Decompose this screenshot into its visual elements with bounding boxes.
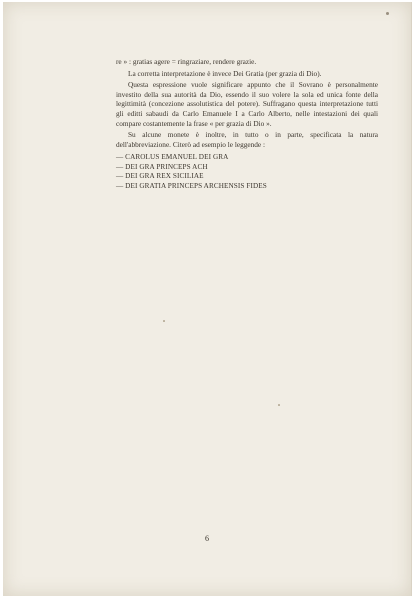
legend-item: — CAROLUS EMANUEL DEI GRA bbox=[116, 153, 229, 162]
legend-item: — DEI GRATIA PRINCEPS ARCHENSIS FIDES bbox=[116, 181, 267, 190]
paragraph-coins: Su alcune monete è inoltre, in tutto o in parte, specificata la natura dell'abbreviazione. Citerò ad esempio le leggende : bbox=[116, 130, 378, 149]
body-text bbox=[116, 57, 378, 191]
legend-item: — DEI GRA PRINCEPS ACH bbox=[116, 162, 208, 171]
page-number: 6 bbox=[205, 534, 209, 543]
legend-list bbox=[116, 153, 378, 191]
legend-item: — DEI GRA REX SICILIAE bbox=[116, 172, 204, 181]
book-page bbox=[3, 2, 412, 596]
corner-mark bbox=[386, 12, 389, 15]
paragraph-continuation: re » : gratias agere = ringraziare, rendere grazie. bbox=[116, 57, 257, 66]
paragraph-interpretation: La corretta interpretazione è invece Dei Gratia (per grazia di Dio). bbox=[128, 68, 322, 78]
paper-speck bbox=[163, 320, 165, 322]
paper-speck bbox=[278, 404, 280, 406]
paragraph-meaning: Questa espressione vuole significare appunto che il Sovrano è personalmente investito della sua autorità da Dio, essendo il suo volere la sola ed unica fonte della legittimità (concezione assolutistica del potere). Suffragano questa interpretazione tutti gli editti sabaudi da Carlo Emanuele I a Carlo Alberto, nelle intestazioni dei quali compare costantemente la frase « per grazia di Dio ». bbox=[116, 80, 378, 128]
